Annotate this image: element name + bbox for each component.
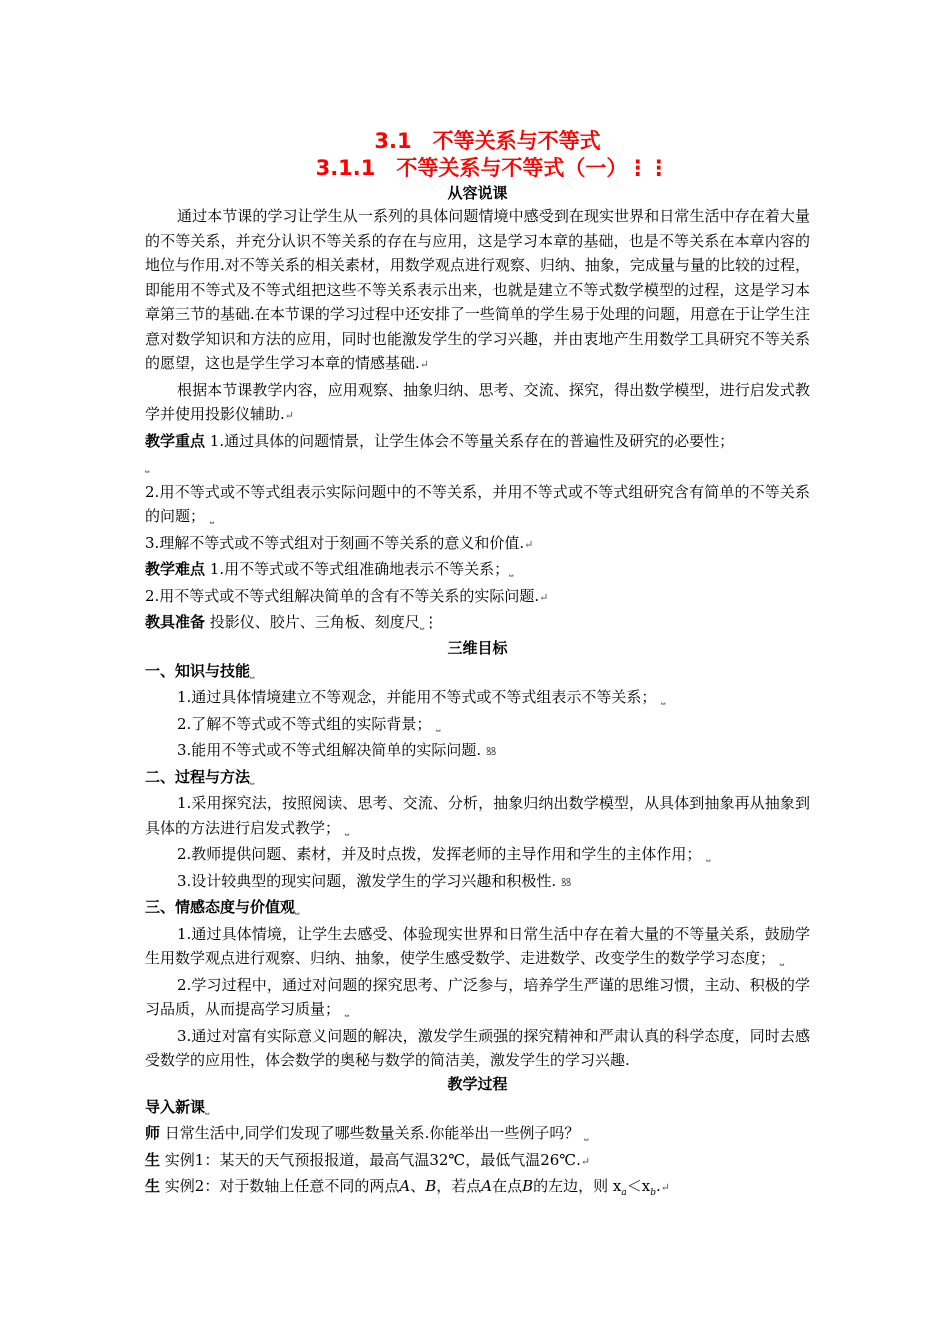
- sub-title: 3.1.1 不等关系与不等式（一）⋮⋮: [315, 156, 670, 180]
- focus-item-3: 3.理解不等式或不等式组对于刻画不等关系的意义和价值.↵: [145, 533, 533, 552]
- line-break-icon: ⎵: [344, 822, 349, 836]
- section-heading-goals: 三维目标: [447, 638, 508, 657]
- tools-label: 教具准备: [145, 613, 206, 631]
- student-example-2: 生 实例2：对于数轴上任意不同的两点A、B，若点A在点B的左边，则 $x_a<x_b.↵$: [145, 1177, 669, 1198]
- difficulty-label: 教学难点: [145, 560, 206, 578]
- section-heading-congrong: 从容说课: [447, 184, 508, 202]
- focus-item-2: 2.用不等式或不等式组表示实际问题中的不等关系，并用不等式或不等式组研究含有简单的不等关系的问题； ⎵: [145, 482, 810, 525]
- paragraph-mark-icon: ↵: [419, 358, 428, 371]
- paragraph-mark-icon: ↵: [524, 537, 533, 551]
- intro-new-lesson: 导入新课⎵: [145, 1097, 209, 1116]
- goal-2-item: 2.教师提供问题、素材，并及时点拨，发挥老师的主导作用和学生的主体作用； ⎵: [177, 845, 710, 863]
- goal-1-item: 2.了解不等式或不等式组的实际背景； ⎵: [177, 714, 440, 733]
- goal-1-item: 1.通过具体情境建立不等观念，并能用不等式或不等式组表示不等关系； ⎵: [177, 688, 665, 706]
- goal-3-item: 3.通过对富有实际意义问题的解决，激发学生顽强的探究精神和严肃认真的科学态度，同时去感受数学的应用性，体会数学的奥秘与数学的简洁美，激发学生的学习兴趣.: [145, 1026, 810, 1069]
- paragraph-mark-icon: ↵: [660, 1181, 669, 1194]
- paragraph-mark-icon: ↵: [539, 590, 548, 604]
- goal-3-item: 2.学习过程中，通过对问题的探究思考、广泛参与，培养学生严谨的思维习惯，主动、积极的学习品质，从而提高学习质量； ⎵: [145, 975, 810, 1018]
- line-break-icon: ⎵: [209, 511, 214, 524]
- line-break-icon: ⎵: [419, 617, 424, 630]
- line-break-icon: ⎵: [779, 953, 784, 966]
- line-break-icon: ⎵: [509, 564, 513, 577]
- focus-item-1: 教学重点 1.通过具体的问题情景，让学生体会不等量关系存在的普遍性及研究的必要性； ⎵: [145, 431, 735, 473]
- section-heading-process: 教学过程: [447, 1074, 508, 1093]
- difficulty-item-1: 教学难点 1.用不等式或不等式组准确地表示不等关系；⎵: [145, 560, 513, 578]
- goal-1-title: 一、知识与技能⎵: [145, 661, 254, 680]
- line-break-icon: ⎵: [661, 692, 665, 705]
- intro-paragraph-1: 通过本节课的学习让学生从一系列的具体问题情境中感受到在现实世界和日常生活中存在着大量的不等关系，并充分认识不等关系的存在与应用，这是学习本章的基础，也是不等关系在本章内容的地位与作用.对不等关系的相关素材，用数学观点进行观察、归纳、抽象，完成量与量的比较的过程，即能用不等式及不等式组把这些不等关系表示出来，也就是建立不等式数学模型的过程，这是学习本章第三节的基础.在本节课的学习过程中还安排了一些简单的学生易于处理的问题，用意在于让学生注意对数学知识和方法的应用，同时也能激发学生的学习兴趣，并由衷地产生用数学工具研究不等关系的愿望，这也是学生学习本章的情感基础.↵: [145, 207, 810, 372]
- teacher-line: 师 日常生活中,同学们发现了哪些数量关系.你能举出一些例子吗？ ⎵: [145, 1124, 588, 1142]
- line-break-icon: ⎵: [205, 1101, 209, 1115]
- line-break-icon: ⎵: [436, 718, 440, 732]
- wave-mark-icon: ꝸꝸ: [560, 875, 571, 889]
- line-break-icon: ⎵: [250, 665, 254, 679]
- line-break-icon: ⎵: [250, 771, 254, 785]
- goal-1-item: 3.能用不等式或不等式组解决简单的实际问题. ꝸꝸ: [177, 741, 496, 759]
- line-break-icon: ⎵: [706, 849, 710, 862]
- focus-label: 教学重点: [145, 431, 206, 450]
- tools-line: 教具准备 投影仪、胶片、三角板、刻度尺⎵⋮: [145, 613, 439, 631]
- student-example-1: 生 实例1：某天的天气预报报道，最高气温32℃，最低气温26℃.↵: [145, 1150, 590, 1169]
- line-break-icon: ⎵: [584, 1128, 588, 1141]
- goal-2-title: 二、过程与方法⎵: [145, 767, 254, 786]
- line-break-icon: ⎵: [295, 902, 299, 915]
- document-page: [145, 128, 810, 1206]
- line-break-icon: ⎵: [145, 460, 149, 473]
- paragraph-mark-icon: ↵: [580, 1154, 590, 1168]
- paragraph-mark-icon: ↵: [284, 409, 293, 422]
- goal-2-item: 3.设计较典型的现实问题，激发学生的学习兴趣和积极性. ꝸꝸ: [177, 871, 571, 890]
- dots-icon: ⋮: [423, 613, 439, 631]
- goal-2-item: 1.采用探究法，按照阅读、思考、交流、分析，抽象归纳出数学模型，从具体到抽象再从抽象到具体的方法进行启发式教学； ⎵: [145, 794, 810, 837]
- wave-mark-icon: ꝸꝸ: [485, 745, 496, 758]
- line-break-icon: ⎵: [344, 1004, 349, 1017]
- goal-3-title: 三、情感态度与价值观⎵: [145, 898, 299, 916]
- main-title: 3.1 不等关系与不等式: [374, 129, 601, 153]
- goal-3-item: 1.通过具体情境，让学生去感受、体验现实世界和日常生活中存在着大量的不等量关系，鼓励学生用数学观点进行观察、归纳、抽象，使学生感受数学、走进数学、改变学生的数学学习态度； ⎵: [145, 924, 810, 967]
- intro-paragraph-2: 根据本节课教学内容，应用观察、抽象归纳、思考、交流、探究，得出数学模型，进行启发式教学并使用投影仪辅助.↵: [145, 380, 810, 423]
- difficulty-item-2: 2.用不等式或不等式组解决简单的含有不等关系的实际问题.↵: [145, 586, 548, 605]
